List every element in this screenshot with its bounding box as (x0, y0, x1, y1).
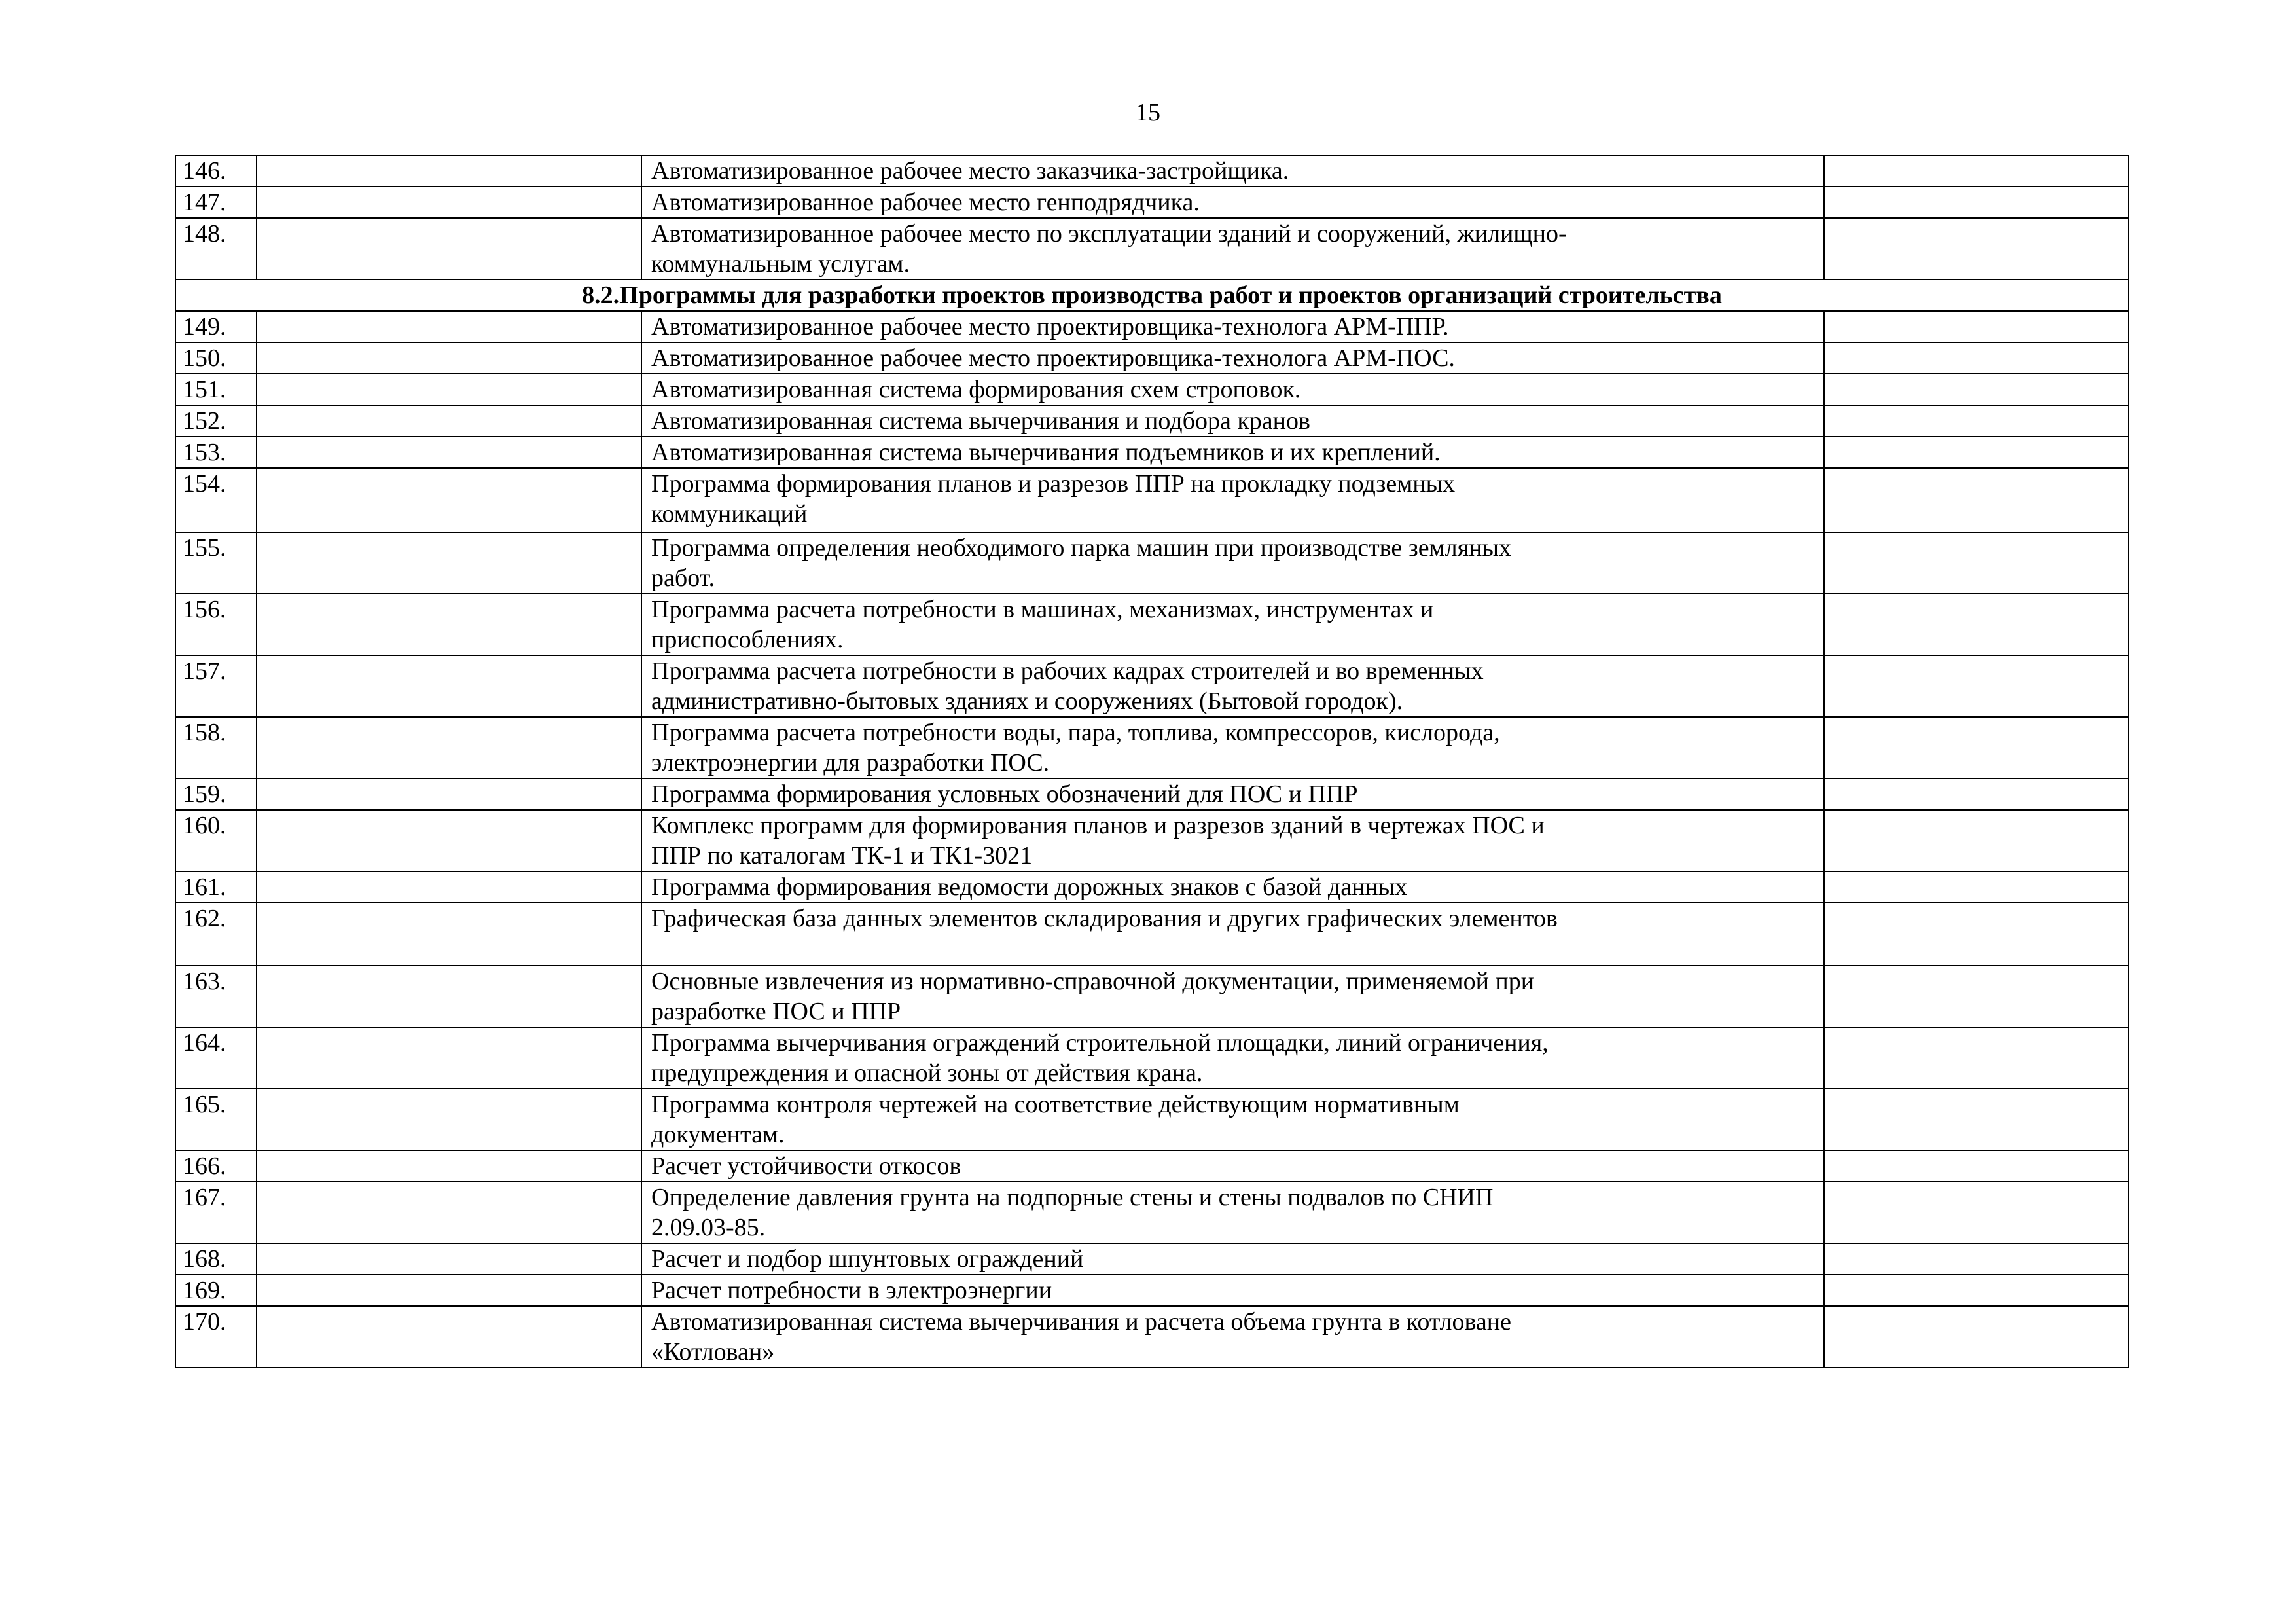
row-empty-cell (257, 437, 641, 468)
row-description-cell (641, 374, 1824, 405)
row-empty-cell (257, 903, 641, 966)
row-number: 161. (175, 871, 257, 903)
row-description-cell (641, 1182, 1824, 1243)
row-number: 149. (175, 311, 257, 342)
row-note-cell (1824, 468, 2128, 532)
row-note-cell (1824, 532, 2128, 594)
row-empty-cell (257, 778, 641, 810)
software-table (175, 155, 2129, 1368)
table-row (175, 1243, 2128, 1275)
row-description-cell (641, 1027, 1824, 1089)
table-row (175, 903, 2128, 966)
row-description: Программа формирования условных обозначений для ПОС и ППР (651, 780, 1358, 808)
row-note-cell (1824, 1306, 2128, 1368)
row-note-cell (1824, 966, 2128, 1027)
table-row (175, 532, 2128, 594)
row-description-cell (641, 1275, 1824, 1306)
row-number: 150. (175, 342, 257, 374)
row-note-cell (1824, 374, 2128, 405)
section-title: 8.2.Программы для разработки проектов производства работ и проектов организаций строительства (175, 280, 2128, 311)
row-number: 146. (175, 155, 257, 187)
table-row (175, 1089, 2128, 1150)
table-row (175, 1027, 2128, 1089)
row-description: Основные извлечения из нормативно-справочной документации, применяемой при разработке ПОС и ППР (651, 968, 1535, 1025)
row-number: 154. (175, 468, 257, 532)
table-row (175, 966, 2128, 1027)
table-body-main (175, 311, 2128, 1368)
table-row (175, 871, 2128, 903)
row-note-cell (1824, 1243, 2128, 1275)
row-note-cell (1824, 155, 2128, 187)
row-empty-cell (257, 1306, 641, 1368)
table-row (175, 311, 2128, 342)
row-number: 148. (175, 218, 257, 280)
row-number: 165. (175, 1089, 257, 1150)
row-number: 158. (175, 717, 257, 778)
row-empty-cell (257, 1089, 641, 1150)
table-row (175, 778, 2128, 810)
row-empty-cell (257, 966, 641, 1027)
row-empty-cell (257, 1150, 641, 1182)
row-description-cell (641, 468, 1824, 532)
row-number: 153. (175, 437, 257, 468)
row-note-cell (1824, 871, 2128, 903)
row-number: 168. (175, 1243, 257, 1275)
row-description: Автоматизированное рабочее место проектировщика-технолога АРМ-ПОС. (651, 344, 1455, 372)
row-note-cell (1824, 437, 2128, 468)
row-description-cell (641, 187, 1824, 218)
row-empty-cell (257, 871, 641, 903)
row-description-cell (641, 717, 1824, 778)
row-description: Программа формирования ведомости дорожных знаков с базой данных (651, 873, 1408, 901)
row-number: 160. (175, 810, 257, 871)
row-description-cell (641, 437, 1824, 468)
row-description: Программа расчета потребности воды, пара, топлива, компрессоров, кислорода, электроэнергии для разработки ПОС. (651, 719, 1500, 776)
table-row (175, 437, 2128, 468)
row-description: Программа контроля чертежей на соответствие действующим нормативным документам. (651, 1091, 1460, 1148)
row-description: Автоматизированная система вычерчивания подъемников и их креплений. (651, 439, 1441, 466)
table-row (175, 405, 2128, 437)
row-note-cell (1824, 778, 2128, 810)
row-empty-cell (257, 187, 641, 218)
table-body-top (175, 155, 2128, 280)
row-note-cell (1824, 810, 2128, 871)
row-number: 166. (175, 1150, 257, 1182)
table-row (175, 187, 2128, 218)
row-description: Определение давления грунта на подпорные стены и стены подвалов по СНИП 2.09.03-85. (651, 1184, 1494, 1241)
row-description-cell (641, 655, 1824, 717)
row-description-cell (641, 810, 1824, 871)
row-number: 151. (175, 374, 257, 405)
row-note-cell (1824, 342, 2128, 374)
row-note-cell (1824, 1027, 2128, 1089)
row-description: Автоматизированная система формирования схем строповок. (651, 376, 1301, 403)
row-number: 167. (175, 1182, 257, 1243)
row-number: 156. (175, 594, 257, 655)
row-empty-cell (257, 311, 641, 342)
row-description: Программа формирования планов и разрезов ППР на прокладку подземных коммуникаций (651, 470, 1456, 528)
table-row (175, 342, 2128, 374)
row-description-cell (641, 1150, 1824, 1182)
row-description-cell (641, 155, 1824, 187)
row-description-cell (641, 871, 1824, 903)
row-description: Графическая база данных элементов складирования и других графических элементов (651, 905, 1558, 932)
row-empty-cell (257, 1027, 641, 1089)
row-number: 163. (175, 966, 257, 1027)
row-empty-cell (257, 1182, 641, 1243)
row-empty-cell (257, 1243, 641, 1275)
row-description-cell (641, 532, 1824, 594)
row-empty-cell (257, 155, 641, 187)
table-row (175, 155, 2128, 187)
row-empty-cell (257, 594, 641, 655)
row-number: 169. (175, 1275, 257, 1306)
row-number: 170. (175, 1306, 257, 1368)
row-number: 155. (175, 532, 257, 594)
row-note-cell (1824, 1182, 2128, 1243)
row-description-cell (641, 1306, 1824, 1368)
row-empty-cell (257, 468, 641, 532)
row-description: Расчет потребности в электроэнергии (651, 1277, 1052, 1304)
row-description-cell (641, 311, 1824, 342)
row-number: 157. (175, 655, 257, 717)
row-note-cell (1824, 1150, 2128, 1182)
row-note-cell (1824, 717, 2128, 778)
table-row (175, 655, 2128, 717)
row-number: 159. (175, 778, 257, 810)
row-empty-cell (257, 717, 641, 778)
row-description: Программа определения необходимого парка машин при производстве земляных работ. (651, 534, 1511, 592)
row-note-cell (1824, 1275, 2128, 1306)
table-row (175, 218, 2128, 280)
row-description-cell (641, 405, 1824, 437)
row-description: Расчет устойчивости откосов (651, 1152, 961, 1180)
row-description-cell (641, 903, 1824, 966)
row-note-cell (1824, 655, 2128, 717)
row-number: 147. (175, 187, 257, 218)
row-description: Автоматизированное рабочее место по эксплуатации зданий и сооружений, жилищно- коммунальным услугам. (651, 220, 1567, 278)
page-number: 15 (1136, 99, 1160, 126)
row-note-cell (1824, 405, 2128, 437)
row-note-cell (1824, 1089, 2128, 1150)
row-description-cell (641, 966, 1824, 1027)
table-row (175, 468, 2128, 532)
row-empty-cell (257, 342, 641, 374)
table-row (175, 810, 2128, 871)
table-row (175, 594, 2128, 655)
table-row (175, 1275, 2128, 1306)
row-description: Автоматизированная система вычерчивания и расчета объема грунта в котловане «Котлован» (651, 1308, 1511, 1366)
row-empty-cell (257, 810, 641, 871)
row-description-cell (641, 1089, 1824, 1150)
row-empty-cell (257, 405, 641, 437)
row-description: Автоматизированное рабочее место проектировщика-технолога АРМ-ППР. (651, 313, 1449, 340)
row-number: 162. (175, 903, 257, 966)
row-description: Автоматизированное рабочее место заказчика-застройщика. (651, 157, 1289, 185)
row-description-cell (641, 594, 1824, 655)
row-number: 152. (175, 405, 257, 437)
row-empty-cell (257, 532, 641, 594)
row-description-cell (641, 342, 1824, 374)
row-description: Программа вычерчивания ограждений строительной площадки, линий ограничения, предупреждения и опасной зоны от действия крана. (651, 1029, 1549, 1087)
row-note-cell (1824, 311, 2128, 342)
table-row (175, 374, 2128, 405)
section-body (175, 280, 2128, 311)
table-row (175, 1306, 2128, 1368)
row-empty-cell (257, 1275, 641, 1306)
row-description: Автоматизированная система вычерчивания и подбора кранов (651, 407, 1310, 435)
row-note-cell (1824, 218, 2128, 280)
row-number: 164. (175, 1027, 257, 1089)
row-note-cell (1824, 187, 2128, 218)
section-header-row (175, 280, 2128, 311)
row-description: Автоматизированное рабочее место генподрядчика. (651, 189, 1200, 216)
table-row (175, 717, 2128, 778)
row-description: Расчет и подбор шпунтовых ограждений (651, 1245, 1084, 1273)
row-description: Программа расчета потребности в машинах, механизмах, инструментах и приспособлениях. (651, 596, 1434, 653)
table-row (175, 1150, 2128, 1182)
row-empty-cell (257, 655, 641, 717)
row-description-cell (641, 218, 1824, 280)
table-row (175, 1182, 2128, 1243)
row-description: Программа расчета потребности в рабочих кадрах строителей и во временных административно-бытовых зданиях и сооружениях (Бытовой городок). (651, 657, 1484, 715)
row-empty-cell (257, 374, 641, 405)
row-note-cell (1824, 903, 2128, 966)
row-empty-cell (257, 218, 641, 280)
row-description: Комплекс программ для формирования планов и разрезов зданий в чертежах ПОС и ППР по каталогам ТК-1 и ТК1-3021 (651, 812, 1545, 869)
row-description-cell (641, 1243, 1824, 1275)
row-note-cell (1824, 594, 2128, 655)
row-description-cell (641, 778, 1824, 810)
